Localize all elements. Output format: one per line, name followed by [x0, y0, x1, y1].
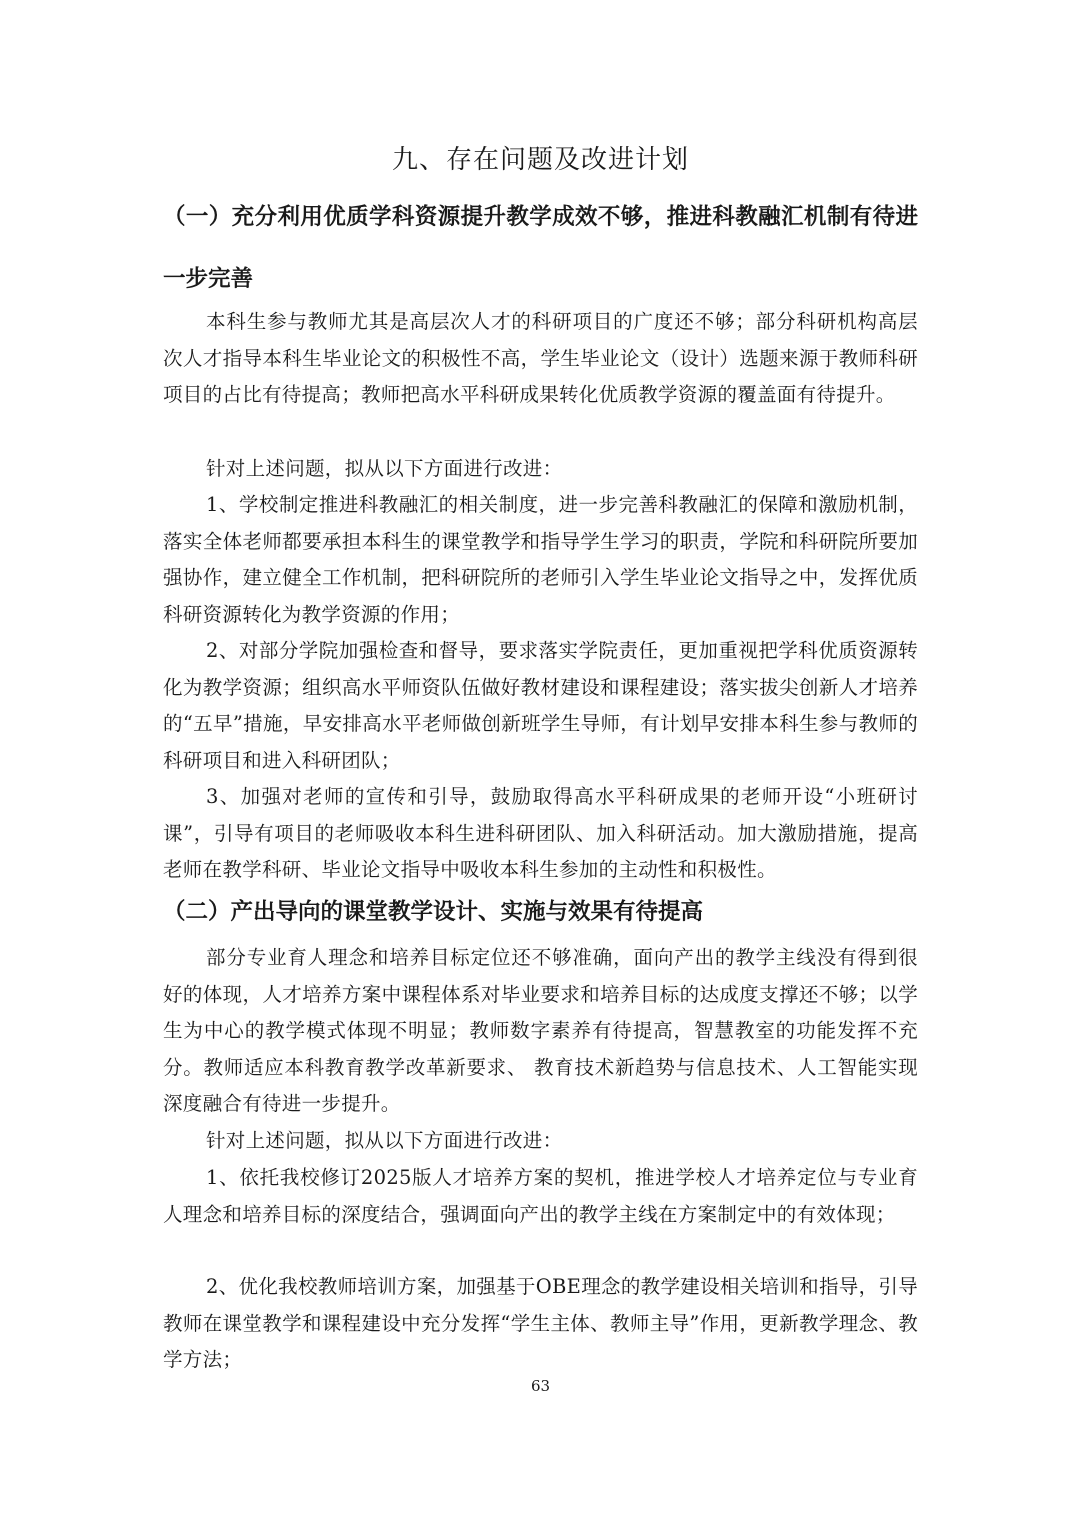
subsection-1-paragraph-2: 针对上述问题，拟从以下方面进行改进： — [206, 457, 563, 480]
subsection-2-paragraph-1: 部分专业育人理念和培养目标定位还不够准确，面向产出的教学主线没有得到很好的体现，人才培养方案中课程体系对毕业要求和培养目标的达成度支撑还不够；以学生为中心的教学模式体现不明显；教师数字素养有待提高，智慧教室的功能发挥不充分。教师适应本科教育教学改革新要求、 教育技术新趋势与信息技术、人工智能实现深度融合有待进一步提升。 — [163, 946, 918, 1115]
subsection-1-paragraph-1: 本科生参与教师尤其是高层次人才的科研项目的广度还不够；部分科研机构高层次人才指导本科生毕业论文的积极性不高，学生毕业论文（设计）选题来源于教师科研项目的占比有待提高；教师把高水平科研成果转化优质教学资源的覆盖面有待提升。 — [163, 310, 918, 406]
subsection-2-paragraph-3: 1、依托我校修订2025版人才培养方案的契机，推进学校人才培养定位与专业育人理念和培养目标的深度结合，强调面向产出的教学主线在方案制定中的有效体现； — [163, 1166, 918, 1226]
subsection-1-paragraph-3: 1、学校制定推进科教融汇的相关制度，进一步完善科教融汇的保障和激励机制，落实全体老师都要承担本科生的课堂教学和指导学生学习的职责，学院和科研院所要加强协作，建立健全工作机制，把科研院所的老师引入学生毕业论文指导之中，发挥优质科研资源转化为教学资源的作用； — [163, 493, 918, 626]
document-page — [163, 0, 918, 1528]
subsection-2-heading: （二）产出导向的课堂教学设计、实施与效果有待提高 — [163, 899, 704, 925]
subsection-2-paragraph-2: 针对上述问题，拟从以下方面进行改进： — [206, 1129, 563, 1152]
subsection-1-paragraph-4: 2、对部分学院加强检查和督导，要求落实学院责任，更加重视把学科优质资源转化为教学资源；组织高水平师资队伍做好教材建设和课程建设；落实拔尖创新人才培养的“五早”措施，早安排高水平老师做创新班学生导师，有计划早安排本科生参与教师的科研项目和进入科研团队； — [163, 639, 918, 772]
subsection-1-heading: （一）充分利用优质学科资源提升教学成效不够，推进科教融汇机制有待进一步完善 — [163, 204, 918, 292]
subsection-1-paragraph-5: 3、加强对老师的宣传和引导，鼓励取得高水平科研成果的老师开设“小班研讨课”，引导有项目的老师吸收本科生进科研团队、加入科研活动。加大激励措施，提高老师在教学科研、毕业论文指导中吸收本科生参加的主动性和积极性。 — [163, 785, 918, 881]
section-title: 九、存在问题及改进计划 — [391, 145, 689, 175]
page-number: 63 — [530, 1377, 551, 1395]
subsection-2-paragraph-4: 2、优化我校教师培训方案，加强基于OBE理念的教学建设相关培训和指导，引导教师在课堂教学和课程建设中充分发挥“学生主体、教师主导”作用，更新教学理念、教学方法； — [163, 1275, 918, 1371]
